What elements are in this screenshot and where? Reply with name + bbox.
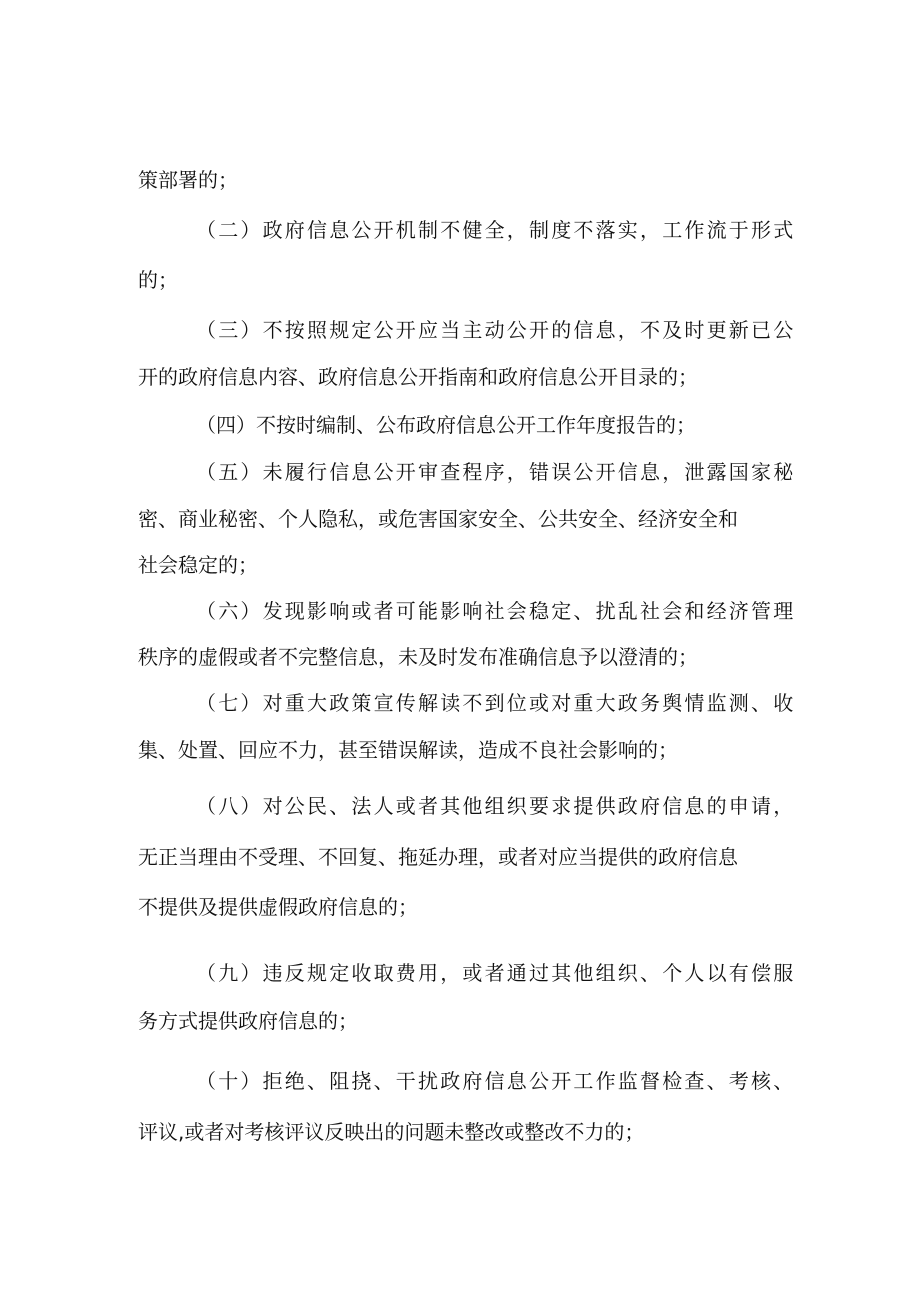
text-line xyxy=(0,213,920,247)
text-line xyxy=(0,640,920,674)
line-text: （八）对公民、法人或者其他组织要求提供政府信息的申请， xyxy=(196,794,796,818)
text-line xyxy=(0,1064,920,1098)
text-line xyxy=(0,502,920,536)
line-text: （五）未履行信息公开审查程序，错误公开信息，泄露国家秘 xyxy=(196,460,796,484)
line-text: 策部署的； xyxy=(138,168,238,192)
text-line xyxy=(0,163,920,197)
line-text: （九）违反规定收取费用，或者通过其他组织、个人以有偿服 xyxy=(196,961,796,985)
text-line xyxy=(0,733,920,767)
line-text: 密、商业秘密、个人隐私，或危害国家安全、公共安全、经济安全和 xyxy=(138,507,738,531)
line-text: 评议,或者对考核评议反映出的问题未整改或整改不力的； xyxy=(138,1120,645,1144)
line-text: 务方式提供政府信息的； xyxy=(138,1009,358,1033)
line-text: （六）发现影响或者可能影响社会稳定、扰乱社会和经济管理 xyxy=(196,599,796,623)
text-line xyxy=(0,1115,920,1149)
line-text: 集、处置、回应不力，甚至错误解读，造成不良社会影响的； xyxy=(138,738,678,762)
line-text: （二）政府信息公开机制不健全，制度不落实，工作流于形式 xyxy=(196,218,796,242)
line-text: （七）对重大政策宣传解读不到位或对重大政务舆情监测、收 xyxy=(196,691,796,715)
line-text: 社会稳定的； xyxy=(138,553,258,577)
text-line xyxy=(0,360,920,394)
text-line xyxy=(0,956,920,990)
text-line xyxy=(0,840,920,874)
text-line xyxy=(0,789,920,823)
line-text: （三）不按照规定公开应当主动公开的信息，不及时更新已公 xyxy=(196,318,796,342)
line-text: 秩序的虚假或者不完整信息，未及时发布准确信息予以澄清的； xyxy=(138,645,698,669)
line-text: 的； xyxy=(138,268,178,292)
text-line xyxy=(0,890,920,924)
text-line xyxy=(0,313,920,347)
text-line xyxy=(0,548,920,582)
text-line xyxy=(0,594,920,628)
text-line xyxy=(0,1004,920,1038)
line-text: （十）拒绝、阻挠、干扰政府信息公开工作监督检查、考核、 xyxy=(196,1069,796,1093)
text-line xyxy=(0,686,920,720)
line-text: 不提供及提供虚假政府信息的； xyxy=(138,895,418,919)
line-text: （四）不按时编制、公布政府信息公开工作年度报告的； xyxy=(196,413,696,437)
text-line xyxy=(0,408,920,442)
line-text: 无正当理由不受理、不回复、拖延办理，或者对应当提供的政府信息 xyxy=(138,845,738,869)
line-text: 开的政府信息内容、政府信息公开指南和政府信息公开目录的； xyxy=(138,365,698,389)
text-line xyxy=(0,263,920,297)
text-line xyxy=(0,455,920,489)
